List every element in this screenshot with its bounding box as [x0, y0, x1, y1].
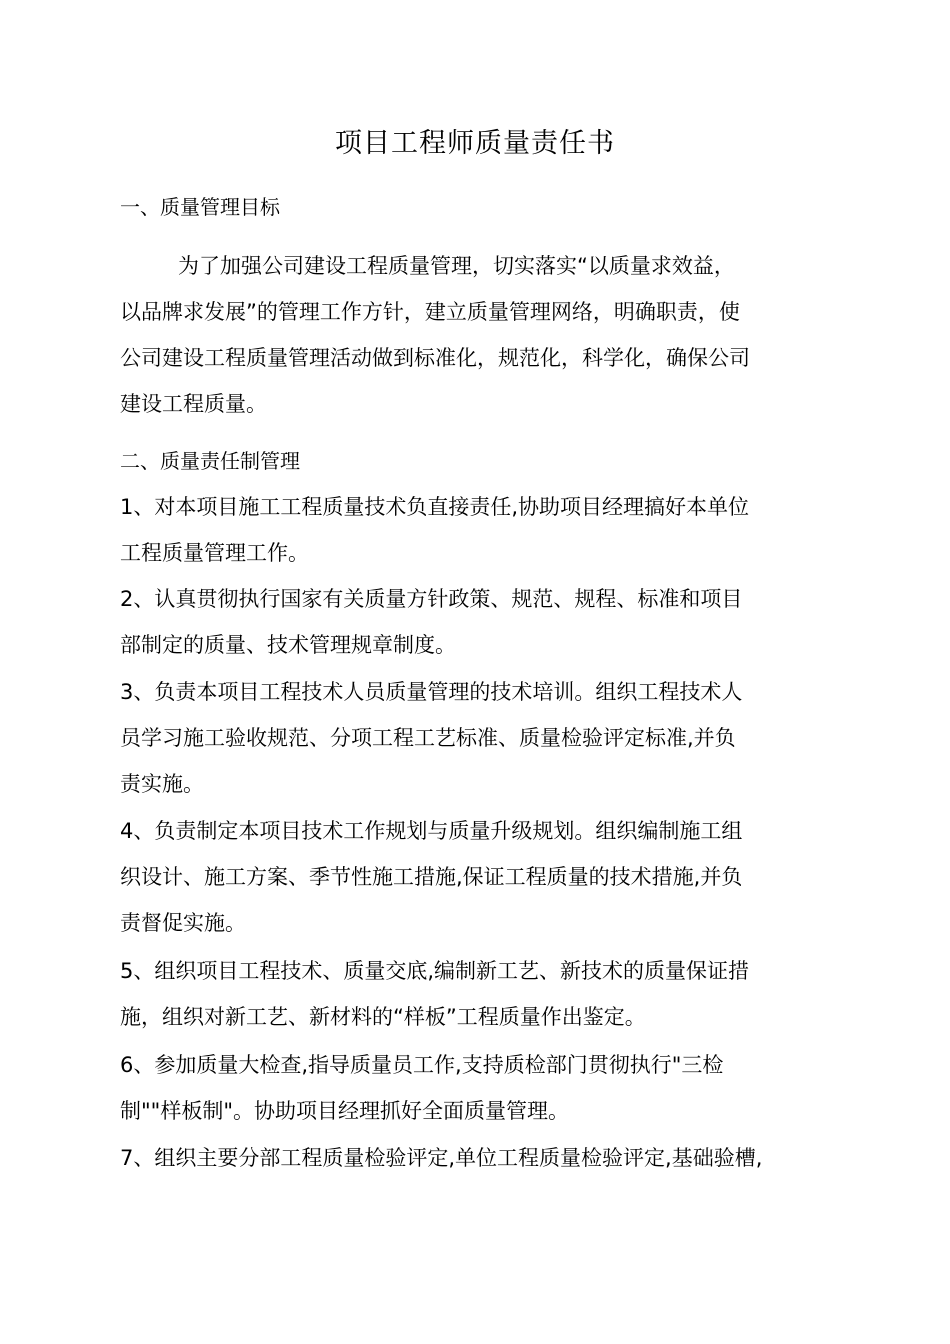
list-item-line: 施，组织对新工艺、新材料的“样板”工程质量作出鉴定。 [120, 1005, 646, 1029]
list-item-line: 5、组织项目工程技术、质量交底,编制新工艺、新技术的质量保证措 [120, 959, 750, 983]
paragraph-quality-goals [120, 243, 840, 427]
list-item-line: 制""样板制"。协助项目经理抓好全面质量管理。 [120, 1099, 569, 1123]
section-heading-quality-goals: 一、质量管理目标 [120, 195, 280, 219]
list-item-2 [120, 576, 840, 668]
paragraph-line: 以品牌求发展”的管理工作方针，建立质量管理网络，明确职责，使 [120, 300, 740, 324]
list-item-7 [120, 1135, 840, 1181]
paragraph-line: 建设工程质量。 [120, 392, 267, 416]
list-item-line: 部制定的质量、技术管理规章制度。 [120, 633, 456, 657]
list-item-line: 织设计、施工方案、季节性施工措施,保证工程质量的技术措施,并负 [120, 865, 743, 889]
list-item-line: 3、负责本项目工程技术人员质量管理的技术培训。组织工程技术人 [120, 680, 743, 704]
list-item-line: 工程质量管理工作。 [120, 541, 309, 565]
document-title: 项目工程师质量责任书 [335, 128, 615, 159]
list-item-line: 6、参加质量大检查,指导质量员工作,支持质检部门贯彻执行"三检 [120, 1053, 724, 1077]
list-item-line: 员学习施工验收规范、分项工程工艺标准、质量检验评定标准,并负 [120, 726, 736, 750]
section-heading-responsibility: 二、质量责任制管理 [120, 449, 300, 473]
paragraph-line: 为了加强公司建设工程质量管理，切实落实“以质量求效益， [178, 254, 735, 278]
list-item-1 [120, 484, 840, 576]
list-item-line: 4、负责制定本项目技术工作规划与质量升级规划。组织编制施工组 [120, 819, 743, 843]
list-item-line: 7、组织主要分部工程质量检验评定,单位工程质量检验评定,基础验槽, [120, 1146, 763, 1170]
list-item-5 [120, 948, 840, 1040]
list-item-line: 1、对本项目施工工程质量技术负直接责任,协助项目经理搞好本单位 [120, 495, 750, 519]
list-item-line: 2、认真贯彻执行国家有关质量方针政策、规范、规程、标准和项目 [120, 587, 743, 611]
list-item-3 [120, 669, 840, 807]
list-item-6 [120, 1042, 840, 1134]
paragraph-line: 公司建设工程质量管理活动做到标准化，规范化，科学化，确保公司 [120, 346, 750, 370]
list-item-4 [120, 808, 840, 946]
list-item-line: 责督促实施。 [120, 911, 246, 935]
list-item-line: 责实施。 [120, 772, 204, 796]
